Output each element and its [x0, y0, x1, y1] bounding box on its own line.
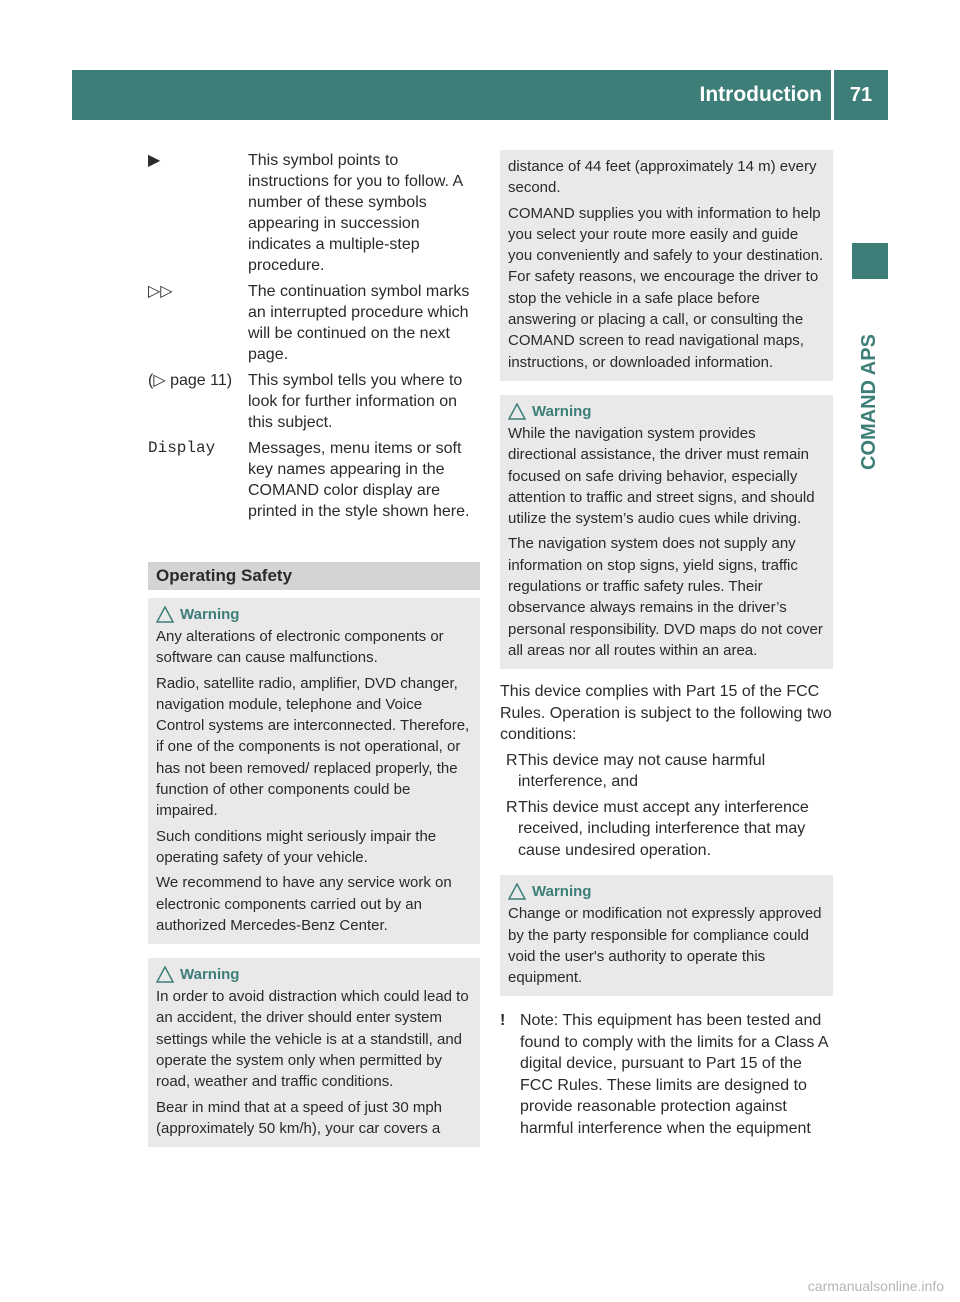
warning-text: Change or modification not expressly approved by the party responsible for compliance could void the user's authority to operate this equipment.: [508, 905, 822, 987]
continuation-icon: ▷▷: [148, 283, 173, 300]
symbol-description: Messages, menu items or soft key names appearing in the COMAND color display are printed in the style shown here.: [248, 440, 470, 520]
warning-text: Bear in mind that at a speed of just 30 mph (approximately 50 km/h), your car covers a: [156, 1098, 443, 1137]
warning-triangle-icon: [156, 606, 174, 623]
warning-text: In order to avoid distraction which could lead to an accident, the driver should enter system settings while the vehicle is at a standstill, and operate the system only when permitted by road, weather and traffic conditions.: [156, 988, 469, 1091]
warning-header: [508, 881, 825, 902]
note: [500, 1010, 833, 1139]
warning-label: Warning: [532, 883, 592, 901]
warning-text: We recommend to have any service work on electronic components carried out by an authorized Mercedes-Benz Center.: [156, 874, 452, 934]
warning-box: [500, 875, 833, 996]
page-title: Introduction: [699, 83, 822, 106]
warning-triangle-icon: [508, 403, 526, 420]
continued-text: distance of 44 feet (approximately 14 m) every second.: [508, 158, 817, 197]
right-column: [500, 150, 833, 1139]
symbol-description: This symbol points to instructions for you to follow. A number of these symbols appearing in succession indicates a multiple-step procedure.: [248, 152, 463, 274]
warning-text: Any alterations of electronic components or software can cause malfunctions.: [156, 628, 444, 667]
warning-label: Warning: [180, 966, 240, 984]
bullet-mark: R: [506, 751, 518, 769]
warning-header: [156, 604, 472, 625]
warning-text: Such conditions might seriously impair the operating safety of your vehicle.: [156, 827, 437, 866]
display-style-sample: Display: [148, 439, 216, 457]
symbol-row: [148, 438, 480, 522]
warning-triangle-icon: [156, 966, 174, 983]
symbol-row: [148, 370, 480, 433]
side-tab-marker: [852, 243, 888, 279]
warning-box: [148, 958, 480, 1147]
symbol-row: [148, 150, 480, 276]
symbol-description: The continuation symbol marks an interrupted procedure which will be continued on the next page.: [248, 283, 470, 363]
symbol-row: [148, 281, 480, 365]
page-number: 71: [849, 84, 873, 106]
symbol-legend: [148, 150, 480, 522]
note-text: Note: This equipment has been tested and found to comply with the limits for a Class A digital device, pursuant to Part 15 of the FCC Rules. These limits are designed to provide reasonable protection against harmful interference when the equipment: [520, 1012, 828, 1137]
left-column: [148, 150, 480, 1147]
warning-header: [156, 964, 472, 985]
side-tab-label: COMAND APS: [858, 334, 880, 470]
warning-label: Warning: [532, 402, 592, 420]
bullet-mark: R: [506, 798, 518, 816]
list-item: [500, 750, 833, 793]
continued-box: [500, 150, 833, 381]
warning-text: The navigation system does not supply any information on stop signs, yield signs, traffic regulations or traffic safety rules. Their observance always remains in the driver’s personal responsibility. DVD maps do not cover all areas nor all routes within an area.: [508, 535, 823, 659]
arrow-icon: ▶: [148, 152, 161, 169]
warning-box: [148, 598, 480, 944]
warning-header: [508, 401, 825, 422]
exclamation-icon: !: [500, 1012, 506, 1030]
symbol-description: This symbol tells you where to look for further information on this subject.: [248, 372, 463, 431]
warning-label: Warning: [180, 606, 240, 623]
list-item: [500, 797, 833, 862]
warning-box: [500, 395, 833, 669]
page-reference-symbol: (▷ page 11): [148, 372, 233, 389]
warning-text: While the navigation system provides directional assistance, the driver must remain focused on safe driving behavior, especially attention to traffic and street signs, and should utilize the system’s audio cues while driving.: [508, 424, 815, 528]
list-item-text: This device may not cause harmful interference, and: [518, 751, 766, 791]
fcc-intro: This device complies with Part 15 of the FCC Rules. Operation is subject to the following two conditions:: [500, 683, 832, 744]
list-item-text: This device must accept any interference received, including interference that may cause undesired operation.: [518, 798, 809, 859]
warning-text: Radio, satellite radio, amplifier, DVD changer, navigation module, telephone and Voice Control systems are interconnected. Therefore, if one of the components is not operational, or has not been removed/ replaced properly, the function of other components could be impaired.: [156, 674, 470, 820]
watermark: carmanualsonline.info: [807, 1278, 944, 1294]
continued-text: COMAND supplies you with information to help you select your route more easily and guide you conveniently and safely to your destination. For safety reasons, we encourage the driver to stop the vehicle in a safe place before answering or placing a call, or consulting the COMAND screen to read navigational maps, instructions, or downloaded information.: [508, 204, 824, 371]
warning-triangle-icon: [508, 883, 526, 900]
section-heading: Operating Safety: [148, 562, 480, 590]
